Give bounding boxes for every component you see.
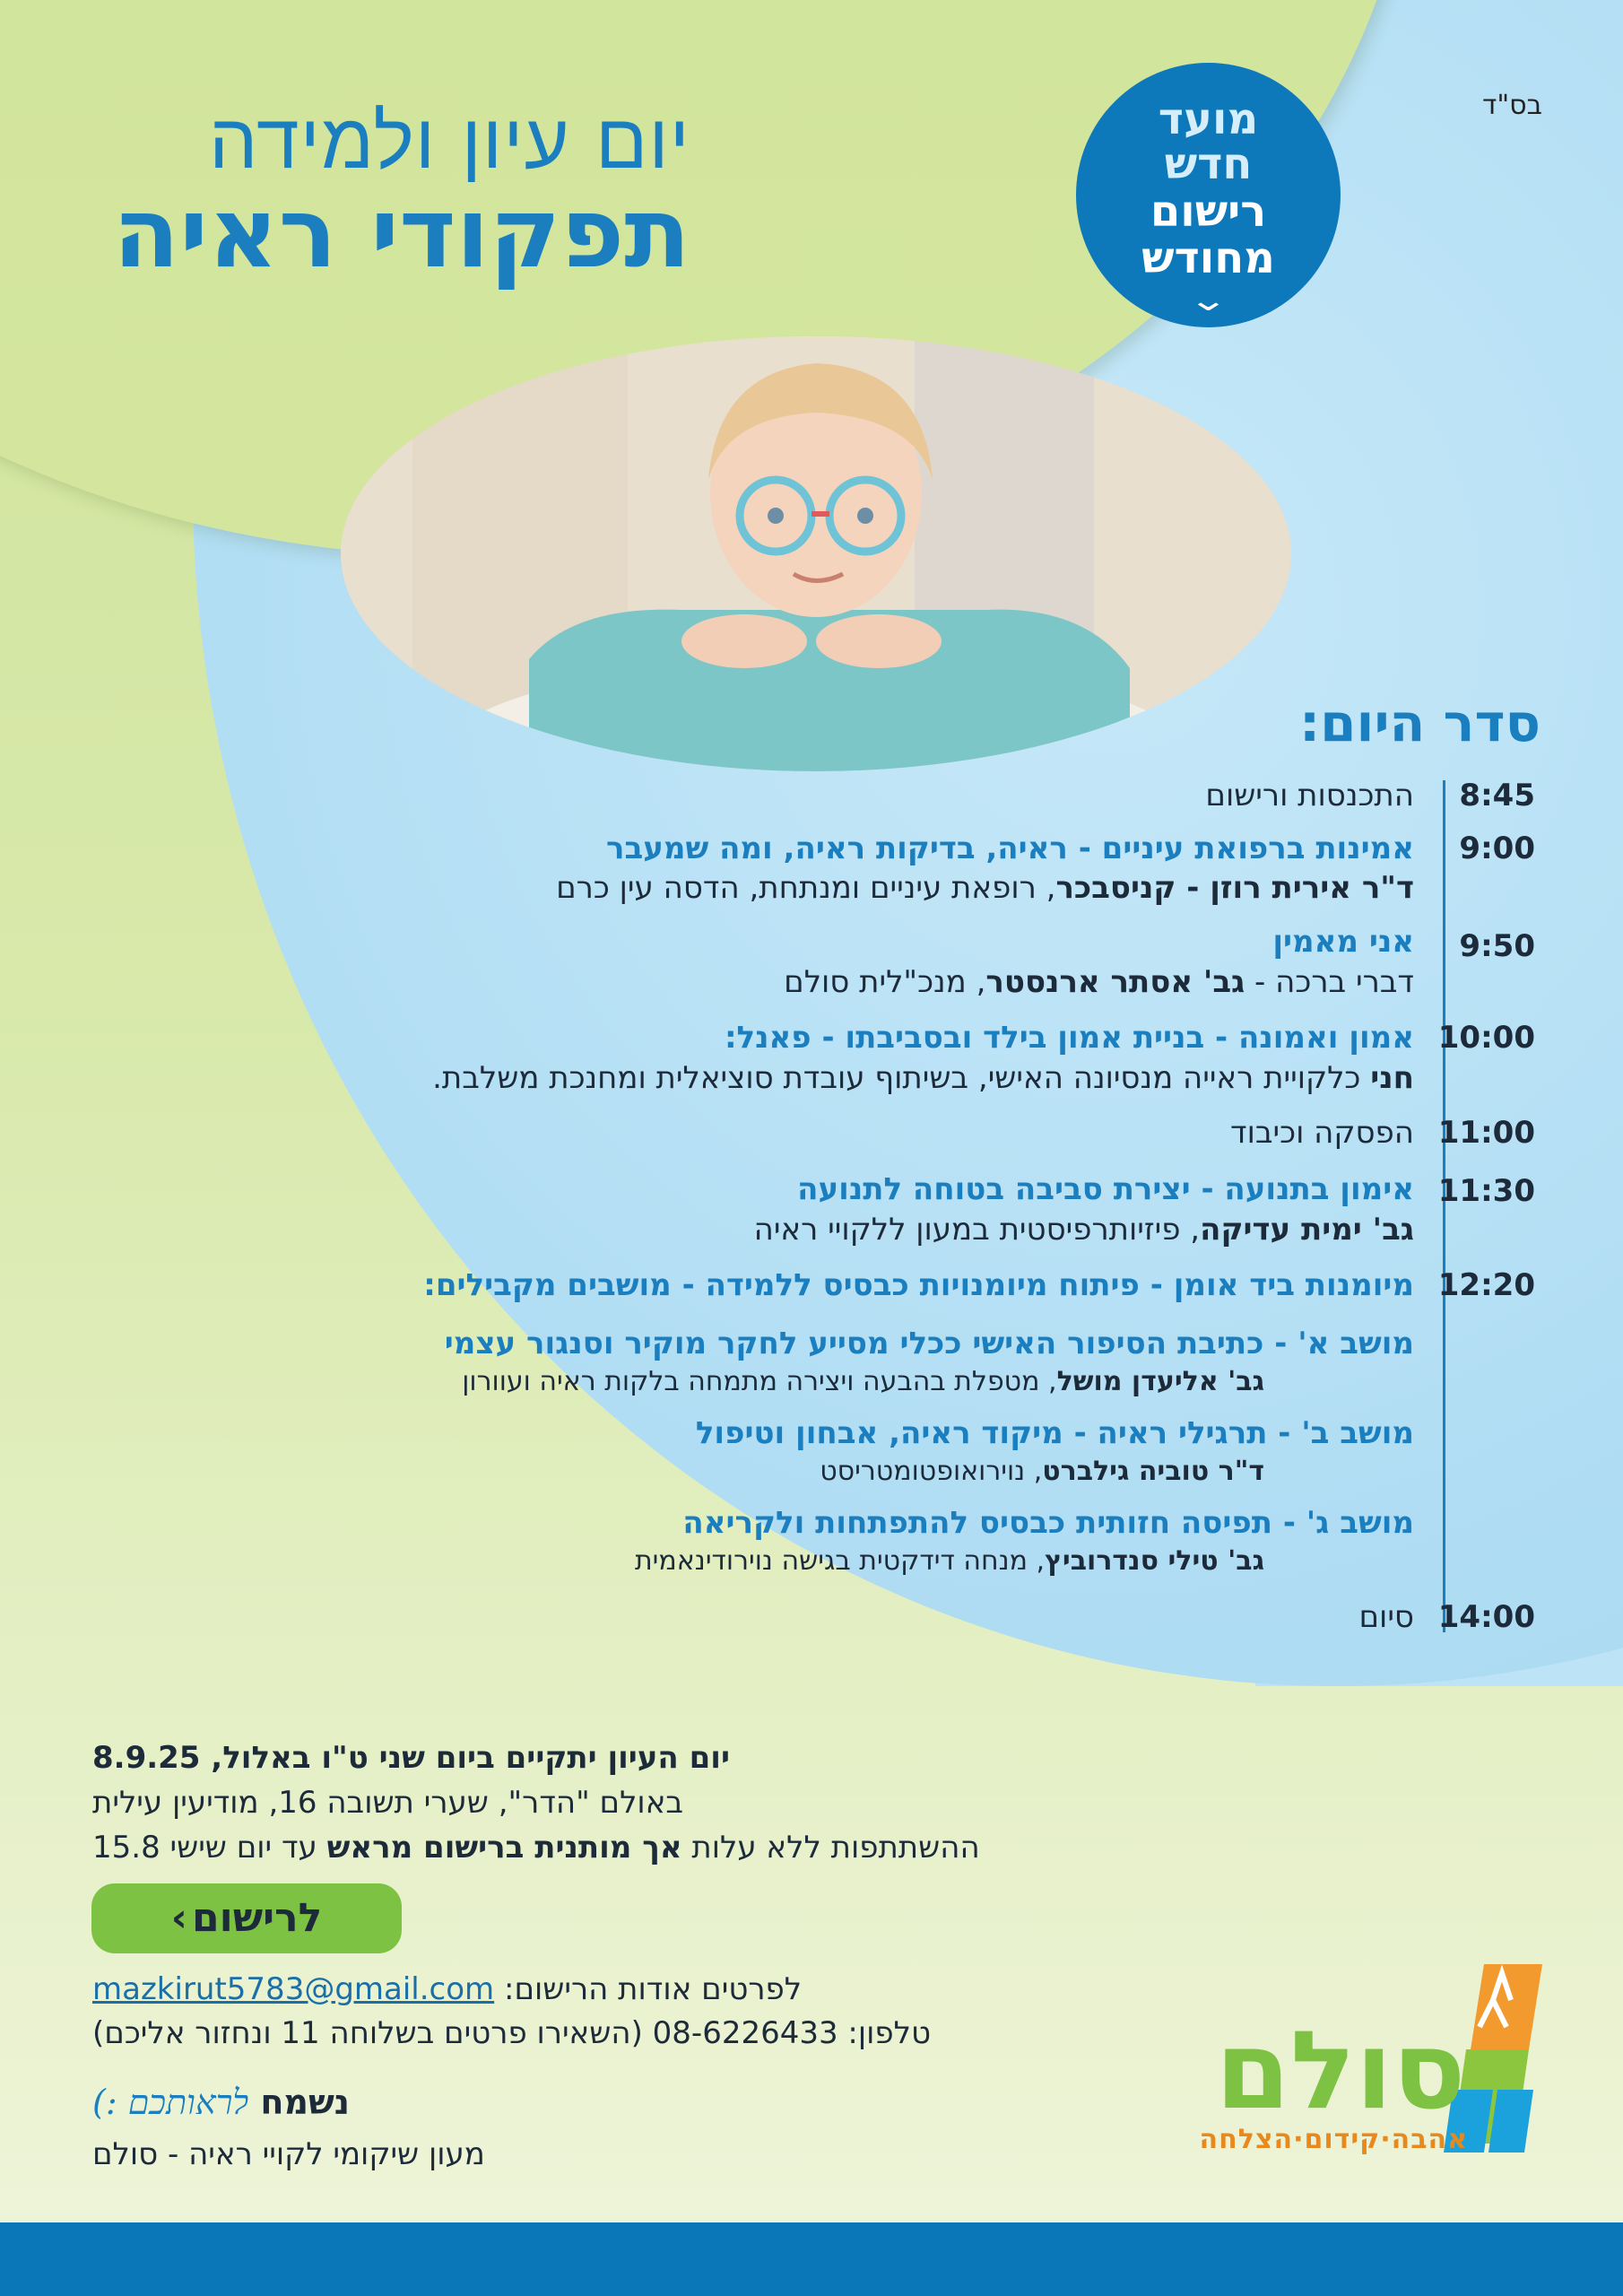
badge-line: מועד — [1158, 94, 1259, 144]
email-link[interactable]: mazkirut5783@gmail.com — [92, 1971, 495, 2007]
agenda-speaker — [432, 1060, 1414, 1096]
fee-text: ההשתתפות ללא עלות — [681, 1830, 980, 1866]
badge-line: מחודש — [1141, 233, 1275, 283]
agenda-time: 14:00 — [1437, 1599, 1535, 1635]
track-label: מושב א' — [1298, 1326, 1414, 1361]
track-title — [445, 1326, 1414, 1361]
agenda-item-title: סיום — [1358, 1599, 1414, 1635]
register-button-label: לרישום — [192, 1895, 323, 1941]
new-date-badge — [1076, 63, 1341, 327]
track-topic: - תפיסה חזותית כבסיס להתפתחות ולקריאה — [682, 1505, 1306, 1541]
speaker-name: ד"ר טוביה גילברט — [1042, 1456, 1264, 1487]
agenda-time: 10:00 — [1437, 1020, 1535, 1056]
agenda-speaker — [820, 1456, 1264, 1487]
speaker-name: גב' אליעדן מושל — [1056, 1366, 1264, 1397]
agenda-item-title: אמון ואמונה - בניית אמון בילד ובסביבתו - פאנל: — [724, 1020, 1414, 1056]
track-topic: - כתיבת הסיפור האישי ככלי מסייע לחקר מוקיר וסנגור עצמי — [444, 1326, 1298, 1361]
agenda-speaker — [784, 964, 1414, 1000]
agenda-item-title: אני מאמין — [1272, 924, 1414, 960]
speaker-role: , מטפלת בהבעה ויצירה מתמחה בלקות ראיה ועוורון — [462, 1366, 1057, 1397]
agenda-item-title: התכנסות ורישום — [1205, 778, 1414, 813]
contact-label: לפרטים אודות הרישום: — [494, 1971, 803, 2007]
speaker-role: , נוירואופטומטריסט — [820, 1456, 1043, 1487]
see-you-bold: נשמח — [248, 2083, 351, 2122]
contact-line — [92, 1971, 802, 2007]
speaker-name: חני — [1370, 1060, 1414, 1096]
agenda-time: 12:20 — [1437, 1267, 1535, 1303]
speaker-prefix: דברי ברכה - — [1245, 964, 1414, 1000]
badge-line: רישום — [1150, 187, 1267, 237]
register-button[interactable] — [91, 1883, 402, 1953]
bsd-mark: בס"ד — [1482, 90, 1542, 121]
event-date: יום העיון יתקיים ביום שני ט"ו באלול, 8.9.25 — [92, 1740, 730, 1776]
agenda-speaker — [462, 1366, 1264, 1397]
speaker-role: , מנחה דידקטית בגישה נוירודינאמית — [634, 1545, 1046, 1577]
agenda-item-title: מיומנות ביד אומן - פיתוח מיומנויות כבסיס ללמידה - מושבים מקבילים: — [423, 1267, 1414, 1303]
agenda-title: סדר היום: — [1298, 692, 1541, 753]
badge-line: חדש — [1164, 139, 1253, 189]
speaker-name: גב' אסתר ארנסטר — [985, 964, 1245, 1000]
track-label: מושב ב' — [1301, 1415, 1414, 1451]
chevron-down-icon: ⌄ — [1187, 283, 1229, 318]
fee-deadline: עד יום שישי 15.8 — [92, 1830, 327, 1866]
track-label: מושב ג' — [1306, 1505, 1414, 1541]
agenda-item-title: אימון בתנועה - יצירת סביבה בטוחה לתנועה — [797, 1171, 1414, 1207]
speaker-name: גב' ימית עדיקה — [1200, 1212, 1414, 1248]
title-line1: יום עיון ולמידה — [209, 97, 690, 187]
agenda-speaker — [556, 870, 1414, 906]
agenda-time: 9:00 — [1459, 831, 1535, 866]
agenda-time: 9:50 — [1459, 928, 1535, 964]
page-title: תפקודי ראיה — [113, 178, 690, 290]
agenda-time: 8:45 — [1459, 778, 1535, 813]
agenda-speaker — [754, 1212, 1414, 1248]
see-you-script: לראותכם :) — [92, 2083, 249, 2122]
track-title — [682, 1505, 1414, 1541]
chevron-left-icon: › — [170, 1895, 187, 1941]
agenda-item-title: הפסקה וכיבוד — [1230, 1115, 1414, 1151]
speaker-name: ד"ר אירית רוזן - קניסבכר — [1055, 870, 1414, 906]
speaker-name: גב' טילי סנדרוביץ — [1045, 1545, 1264, 1577]
speaker-role: כלקויית ראייה מנסיונה האישי, בשיתוף עובדת סוציאלית ומחנכת משלבת. — [432, 1060, 1371, 1096]
participation-note — [92, 1830, 980, 1866]
fee-condition: אך מותנית ברישום מראש — [326, 1830, 682, 1866]
child-with-glasses-photo — [341, 336, 1291, 771]
track-topic: - תרגילי ראיה - מיקוד ראיה, אבחון וטיפול — [695, 1415, 1302, 1451]
organization-line: מעון שיקומי לקויי ראיה - סולם — [92, 2136, 485, 2172]
agenda-item-title: אמינות ברפואת עיניים - ראיה, בדיקות ראיה, ומה שמעבר — [606, 831, 1414, 866]
speaker-role: , פיזיותרפיסטית במעון ללקויי ראיה — [753, 1212, 1201, 1248]
see-you-line — [92, 2083, 350, 2123]
speaker-role: , מנכ"לית סולם — [784, 964, 986, 1000]
agenda-time: 11:00 — [1437, 1115, 1535, 1151]
footer-bar — [0, 2222, 1623, 2296]
logo-wordmark: סולם — [1224, 2009, 1466, 2134]
speaker-role: , רופאת עיניים ומנתחת, הדסה עין כרם — [556, 870, 1056, 906]
badge-renewed-registration — [1076, 188, 1341, 282]
agenda-time: 11:30 — [1437, 1173, 1535, 1209]
agenda-speaker — [635, 1545, 1264, 1577]
track-title — [696, 1415, 1414, 1451]
badge-new-date — [1076, 94, 1341, 189]
event-location: באולם "הדר", שערי תשובה 16, מודיעין עילית — [92, 1785, 684, 1821]
phone-line: טלפון: 08-6226433 (השאירו פרטים בשלוחה 11 ונחזור אליכם) — [92, 2015, 932, 2051]
logo-tagline: אהבה·קידום·הצלחה — [1199, 2124, 1468, 2155]
